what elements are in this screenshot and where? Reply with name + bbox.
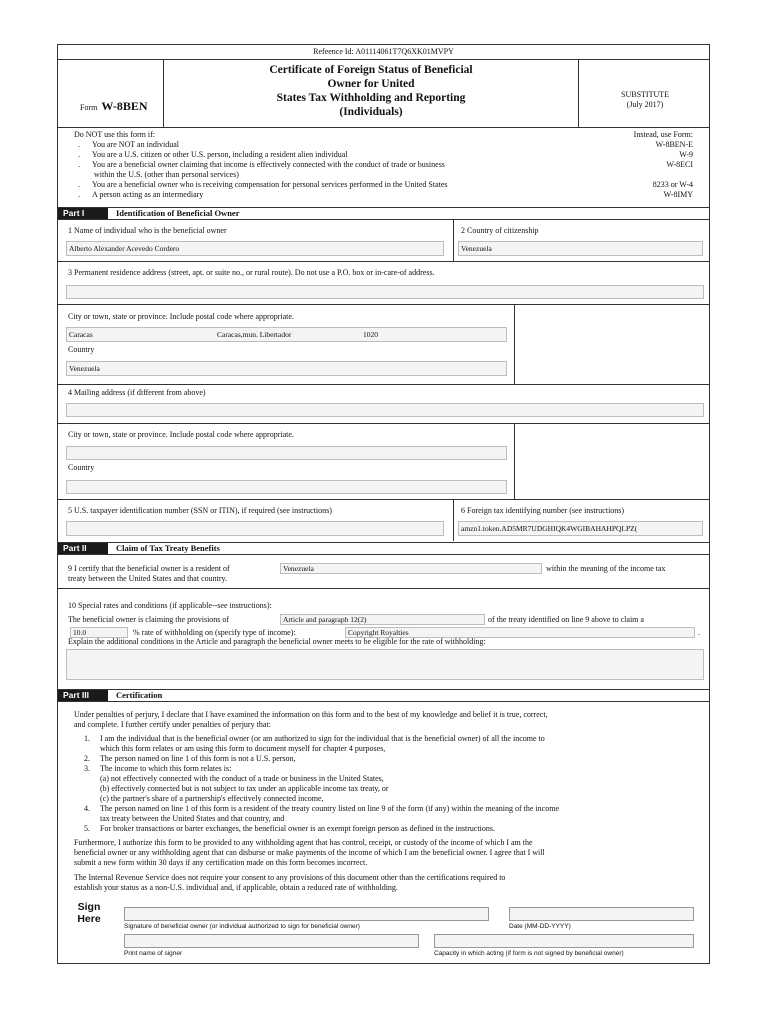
irs-line: establish your status as a non-U.S. individual and, if applicable, obtain a reduced rate of withholding. — [74, 883, 398, 892]
irs-line: The Internal Revenue Service does not require your consent to any provisions of this document other than the certifications required to — [74, 873, 506, 882]
form-title-line: Certificate of Foreign Status of Beneficial — [269, 64, 473, 76]
print-name-field[interactable] — [124, 934, 419, 948]
city-state-postal-field[interactable] — [66, 327, 507, 342]
line4-label: 4 Mailing address (if different from above) — [68, 388, 206, 397]
list-item: 4. The person named on line 1 of this form is a resident of the treaty country listed on line 9 of the form (if any) within the meaning of the income — [84, 804, 559, 813]
line9-post: within the meaning of the income tax — [546, 564, 666, 573]
list-item: 3. The income to which this form relates is: — [84, 764, 232, 773]
explain-field[interactable] — [66, 649, 704, 680]
city-label: City or town, state or province. Include postal code where appropriate. — [68, 312, 294, 321]
line9-pre: 9 I certify that the beneficial owner is a resident of — [68, 564, 230, 573]
mailing-address-field[interactable] — [66, 403, 704, 417]
rate-field[interactable]: 10.0 — [70, 627, 128, 638]
city-value: Caracas — [69, 330, 93, 339]
citizenship-field[interactable]: Venezuela — [458, 241, 703, 256]
list-item: 5. For broker transactions or barter exchanges, the beneficial owner is an exempt foreign person as defined in the instructions. — [84, 824, 495, 833]
part3-title: Certification — [116, 690, 163, 700]
furthermore-line: Furthermore, I authorize this form to be provided to any withholding agent that has control, receipt, or custody of the income of which I am the — [74, 838, 533, 847]
part2-title: Claim of Tax Treaty Benefits — [116, 543, 220, 553]
instead-form: W-8IMY — [663, 190, 693, 199]
donot-heading: Do NOT use this form if: — [74, 130, 155, 139]
explain-label: Explain the additional conditions in the Article and paragraph the beneficial owner meets to be eligible for the rate of withholding: — [68, 637, 486, 646]
print-name-label: Print name of signer — [124, 950, 183, 957]
furthermore-line: submit a new form within 30 days if any certification made on this form becomes incorrect. — [74, 858, 368, 867]
here-label: Here — [77, 913, 101, 925]
instead-forms — [653, 140, 693, 200]
income-type-field[interactable]: Copyright Royalties — [345, 627, 695, 638]
list-item: (a) not effectively connected with the conduct of a trade or business in the United States, — [100, 774, 384, 783]
signature-label: Signature of beneficial owner (or individual authorized to sign for beneficial owner) — [124, 923, 360, 930]
list-item: within the U.S. (other than personal services) — [94, 170, 239, 179]
line9-line2: treaty between the United States and that country. — [68, 574, 227, 583]
part1-title: Identification of Beneficial Owner — [116, 208, 240, 218]
instead-form — [653, 170, 693, 180]
furthermore-text — [74, 838, 545, 868]
line1-label: 1 Name of individual who is the beneficial owner — [68, 226, 227, 235]
postal-value: 1020 — [363, 330, 378, 339]
part3-tag: Part III — [58, 690, 108, 701]
furthermore-line: beneficial owner or any withholding agent that can disburse or make payments of the income of which I am the beneficial owner. I agree that I will — [74, 848, 545, 857]
part2-tag: Part II — [58, 543, 108, 554]
line5-label: 5 U.S. taxpayer identification number (SSN or ITIN), if required (see instructions) — [68, 506, 332, 515]
list-item: 2. The person named on line 1 of this form is not a U.S. person, — [84, 754, 296, 763]
date-field[interactable] — [509, 907, 694, 921]
list-item: . You are a beneficial owner claiming that income is effectively connected with the conduct of trade or business — [78, 160, 445, 169]
form-name-block — [80, 97, 148, 115]
list-item: . You are NOT an individual — [78, 140, 180, 149]
residence-country-field[interactable]: Venezuela — [280, 563, 542, 574]
article-field[interactable]: Article and paragraph 12(2) — [280, 614, 485, 625]
list-item: 1. I am the individual that is the beneficial owner (or am authorized to sign for the individual that is the beneficial owner) of all the income to — [84, 734, 545, 743]
intro-line: and complete. I further certify under penalties of perjury that: — [74, 720, 271, 729]
certification-intro — [74, 710, 548, 730]
part2-bar — [58, 542, 709, 555]
list-item: . You are a beneficial owner who is receiving compensation for personal services performed in the United States — [78, 180, 448, 189]
line3-label: 3 Permanent residence address (street, apt. or suite no., or rural route). Do not use a P.O. box or in-care-of address. — [68, 268, 435, 277]
intro-line: Under penalties of perjury, I declare that I have examined the information on this form and to the best of my knowledge and belief it is true, correct, — [74, 710, 548, 719]
w8ben-form — [57, 44, 710, 964]
sign-label: Sign — [77, 901, 101, 913]
instead-heading: Instead, use Form: — [633, 130, 693, 139]
list-item: which this form relates or am using this form to document myself for chapter 4 purposes, — [100, 744, 386, 753]
irs-text — [74, 873, 505, 893]
residence-address-field[interactable] — [66, 285, 704, 299]
form-title-line: Owner for United — [327, 78, 415, 90]
country2-label: Country — [68, 463, 95, 472]
certification-list — [84, 734, 559, 834]
list-item: . A person acting as an intermediary — [78, 190, 204, 199]
reference-id: Refeence Id: A01114061T7Q6XK01MVPY — [313, 47, 454, 56]
form-title-line: (Individuals) — [339, 106, 403, 118]
instead-form: W-8ECI — [666, 160, 693, 169]
substitute-label: SUBSTITUTE — [621, 90, 669, 99]
list-item: tax treaty between the United States and that country, and — [100, 814, 285, 823]
list-item: (b) effectively connected but is not subject to tax under an applicable income tax treaty, or — [100, 784, 389, 793]
list-item: . You are a U.S. citizen or other U.S. person, including a resident alien individual — [78, 150, 348, 159]
mailing-city-field[interactable] — [66, 446, 507, 460]
part3-bar — [58, 689, 709, 702]
sign-here — [74, 901, 104, 925]
state-value: Caracas,mun. Libertador — [217, 330, 292, 339]
part1-bar — [58, 207, 709, 220]
rate-text: % rate of withholding on (specify type of income): — [133, 628, 296, 637]
form-date: (July 2017) — [626, 100, 664, 109]
form-title — [164, 63, 578, 119]
country-field[interactable]: Venezuela — [66, 361, 507, 376]
signature-field[interactable] — [124, 907, 489, 921]
capacity-label: Capacity in which acting (if form is not signed by beneficial owner) — [434, 950, 624, 957]
line10-pre: The beneficial owner is claiming the provisions of — [68, 615, 230, 624]
line10-heading: 10 Special rates and conditions (if applicable--see instructions): — [68, 601, 272, 610]
instead-form: W-9 — [679, 150, 693, 159]
foreign-tin-field[interactable]: amzn1.token.AD5MR7UDGHIQK4WGIBAHAHPQLPZ( — [458, 521, 703, 536]
list-item: (c) the partner's share of a partnership's effectively connected income, — [100, 794, 324, 803]
city2-label: City or town, state or province. Include postal code where appropriate. — [68, 430, 294, 439]
instead-form: 8233 or W-4 — [652, 180, 693, 189]
line2-label: 2 Country of citizenship — [461, 226, 539, 235]
part1-tag: Part I — [58, 208, 108, 219]
country-label: Country — [68, 345, 95, 354]
line10-post: of the treaty identified on line 9 above to claim a — [488, 615, 644, 624]
mailing-country-field[interactable] — [66, 480, 507, 494]
capacity-field[interactable] — [434, 934, 694, 948]
name-field[interactable]: Alberto Alexander Acevedo Cordero — [66, 241, 444, 256]
form-label: Form — [80, 103, 98, 112]
instead-form: W-8BEN-E — [655, 140, 693, 149]
date-label: Date (MM-DD-YYYY) — [509, 923, 571, 930]
form-title-line: States Tax Withholding and Reporting — [276, 92, 466, 104]
us-tin-field[interactable] — [66, 521, 444, 536]
line6-label: 6 Foreign tax identifying number (see instructions) — [461, 506, 625, 515]
form-name: W-8BEN — [101, 99, 148, 113]
period: . — [698, 628, 700, 637]
donot-list — [78, 140, 448, 200]
